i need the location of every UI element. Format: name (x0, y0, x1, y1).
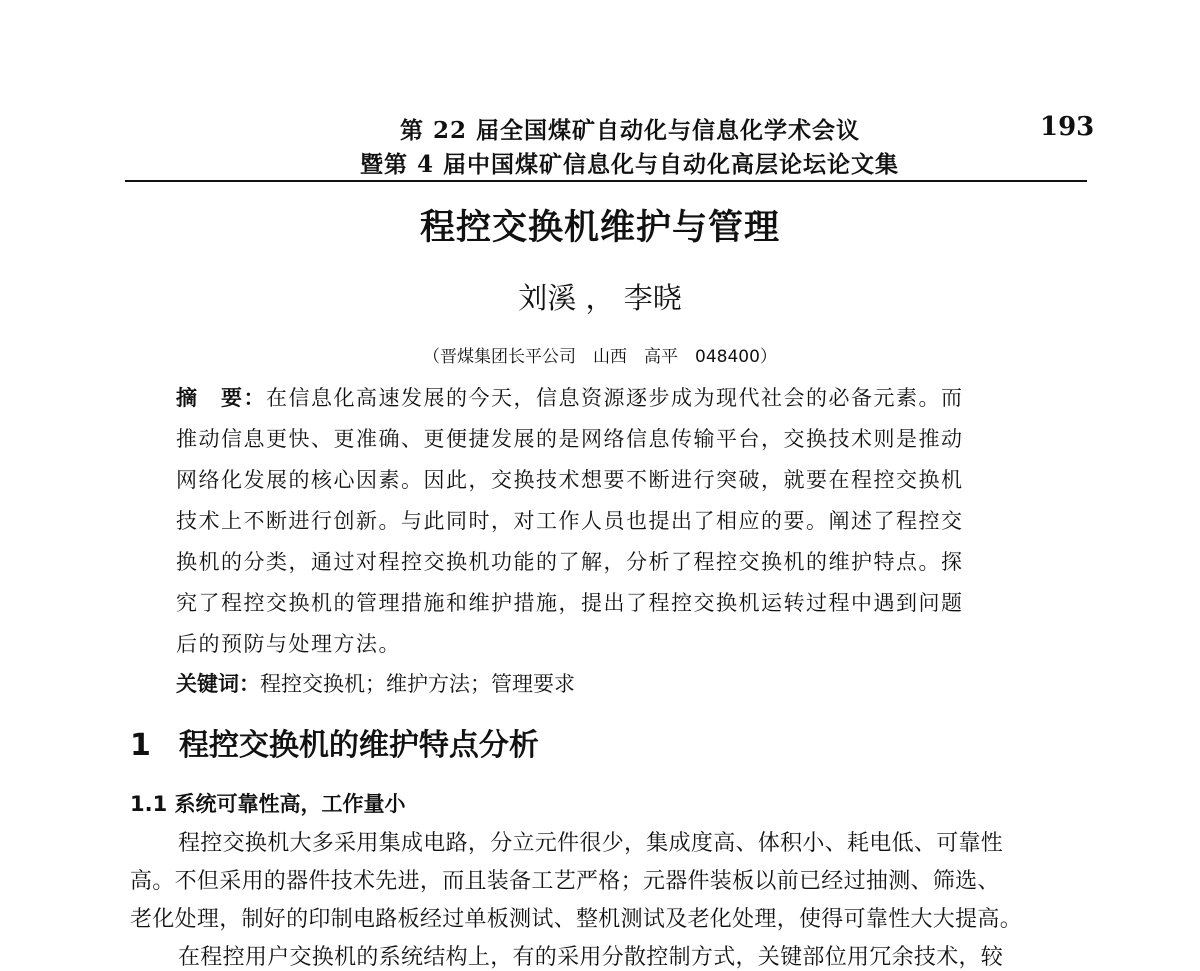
header-rule (125, 180, 1087, 182)
author-affiliation: （晋煤集团长平公司 山西 高平 048400） (423, 347, 777, 367)
keywords-text: 程控交换机；维护方法；管理要求 (260, 672, 575, 696)
page-number: 193 (1040, 112, 1095, 142)
abstract-line-2: 推动信息更快、更准确、更便捷发展的是网络信息传输平台，交换技术则是推动 (176, 427, 964, 451)
paper-authors: 刘溪 ， 李晓 (518, 281, 682, 315)
abstract-line-3: 网络化发展的核心因素。因此，交换技术想要不断进行突破，就要在程控交换机 (176, 468, 964, 492)
running-header-line-1: 第 22 届全国煤矿自动化与信息化学术会议 (400, 117, 861, 144)
section-number: 1 (130, 728, 151, 763)
body-line-1: 程控交换机大多采用集成电路，分立元件很少，集成度高、体积小、耗电低、可靠性 (178, 831, 1004, 856)
keywords-label: 关键词： (176, 672, 260, 696)
keywords-line (176, 668, 575, 698)
section-heading (130, 720, 539, 764)
paper-title: 程控交换机维护与管理 (419, 208, 780, 248)
abstract-line-5: 换机的分类，通过对程控交换机功能的了解，分析了程控交换机的维护特点。探 (176, 550, 964, 574)
body-line-4: 在程控用户交换机的系统结构上，有的采用分散控制方式，关键部位用冗余技术，较 (178, 945, 1004, 970)
body-line-2: 高。不但采用的器件技术先进，而且装备工艺严格；元器件装板以前已经过抽测、筛选、 (130, 869, 1000, 894)
abstract-line-6: 究了程控交换机的管理措施和维护措施，提出了程控交换机运转过程中遇到问题 (176, 591, 964, 615)
abstract-line-7: 后的预防与处理方法。 (176, 632, 401, 656)
subsection-heading: 1.1 系统可靠性高，工作量小 (130, 792, 406, 816)
running-header-line-2: 暨第 4 届中国煤矿信息化与自动化高层论坛论文集 (360, 151, 900, 178)
abstract-label: 摘 要： (176, 386, 266, 410)
section-title: 程控交换机的维护特点分析 (178, 728, 539, 763)
abstract-line-1: 摘 要：在信息化高速发展的今天，信息资源逐步成为现代社会的必备元素。而 (176, 386, 964, 410)
abstract-line-4: 技术上不断进行创新。与此同时，对工作人员也提出了相应的要。阐述了程控交 (176, 509, 964, 533)
body-line-3: 老化处理，制好的印制电路板经过单板测试、整机测试及老化处理，使得可靠性大大提高。 (130, 907, 1023, 932)
